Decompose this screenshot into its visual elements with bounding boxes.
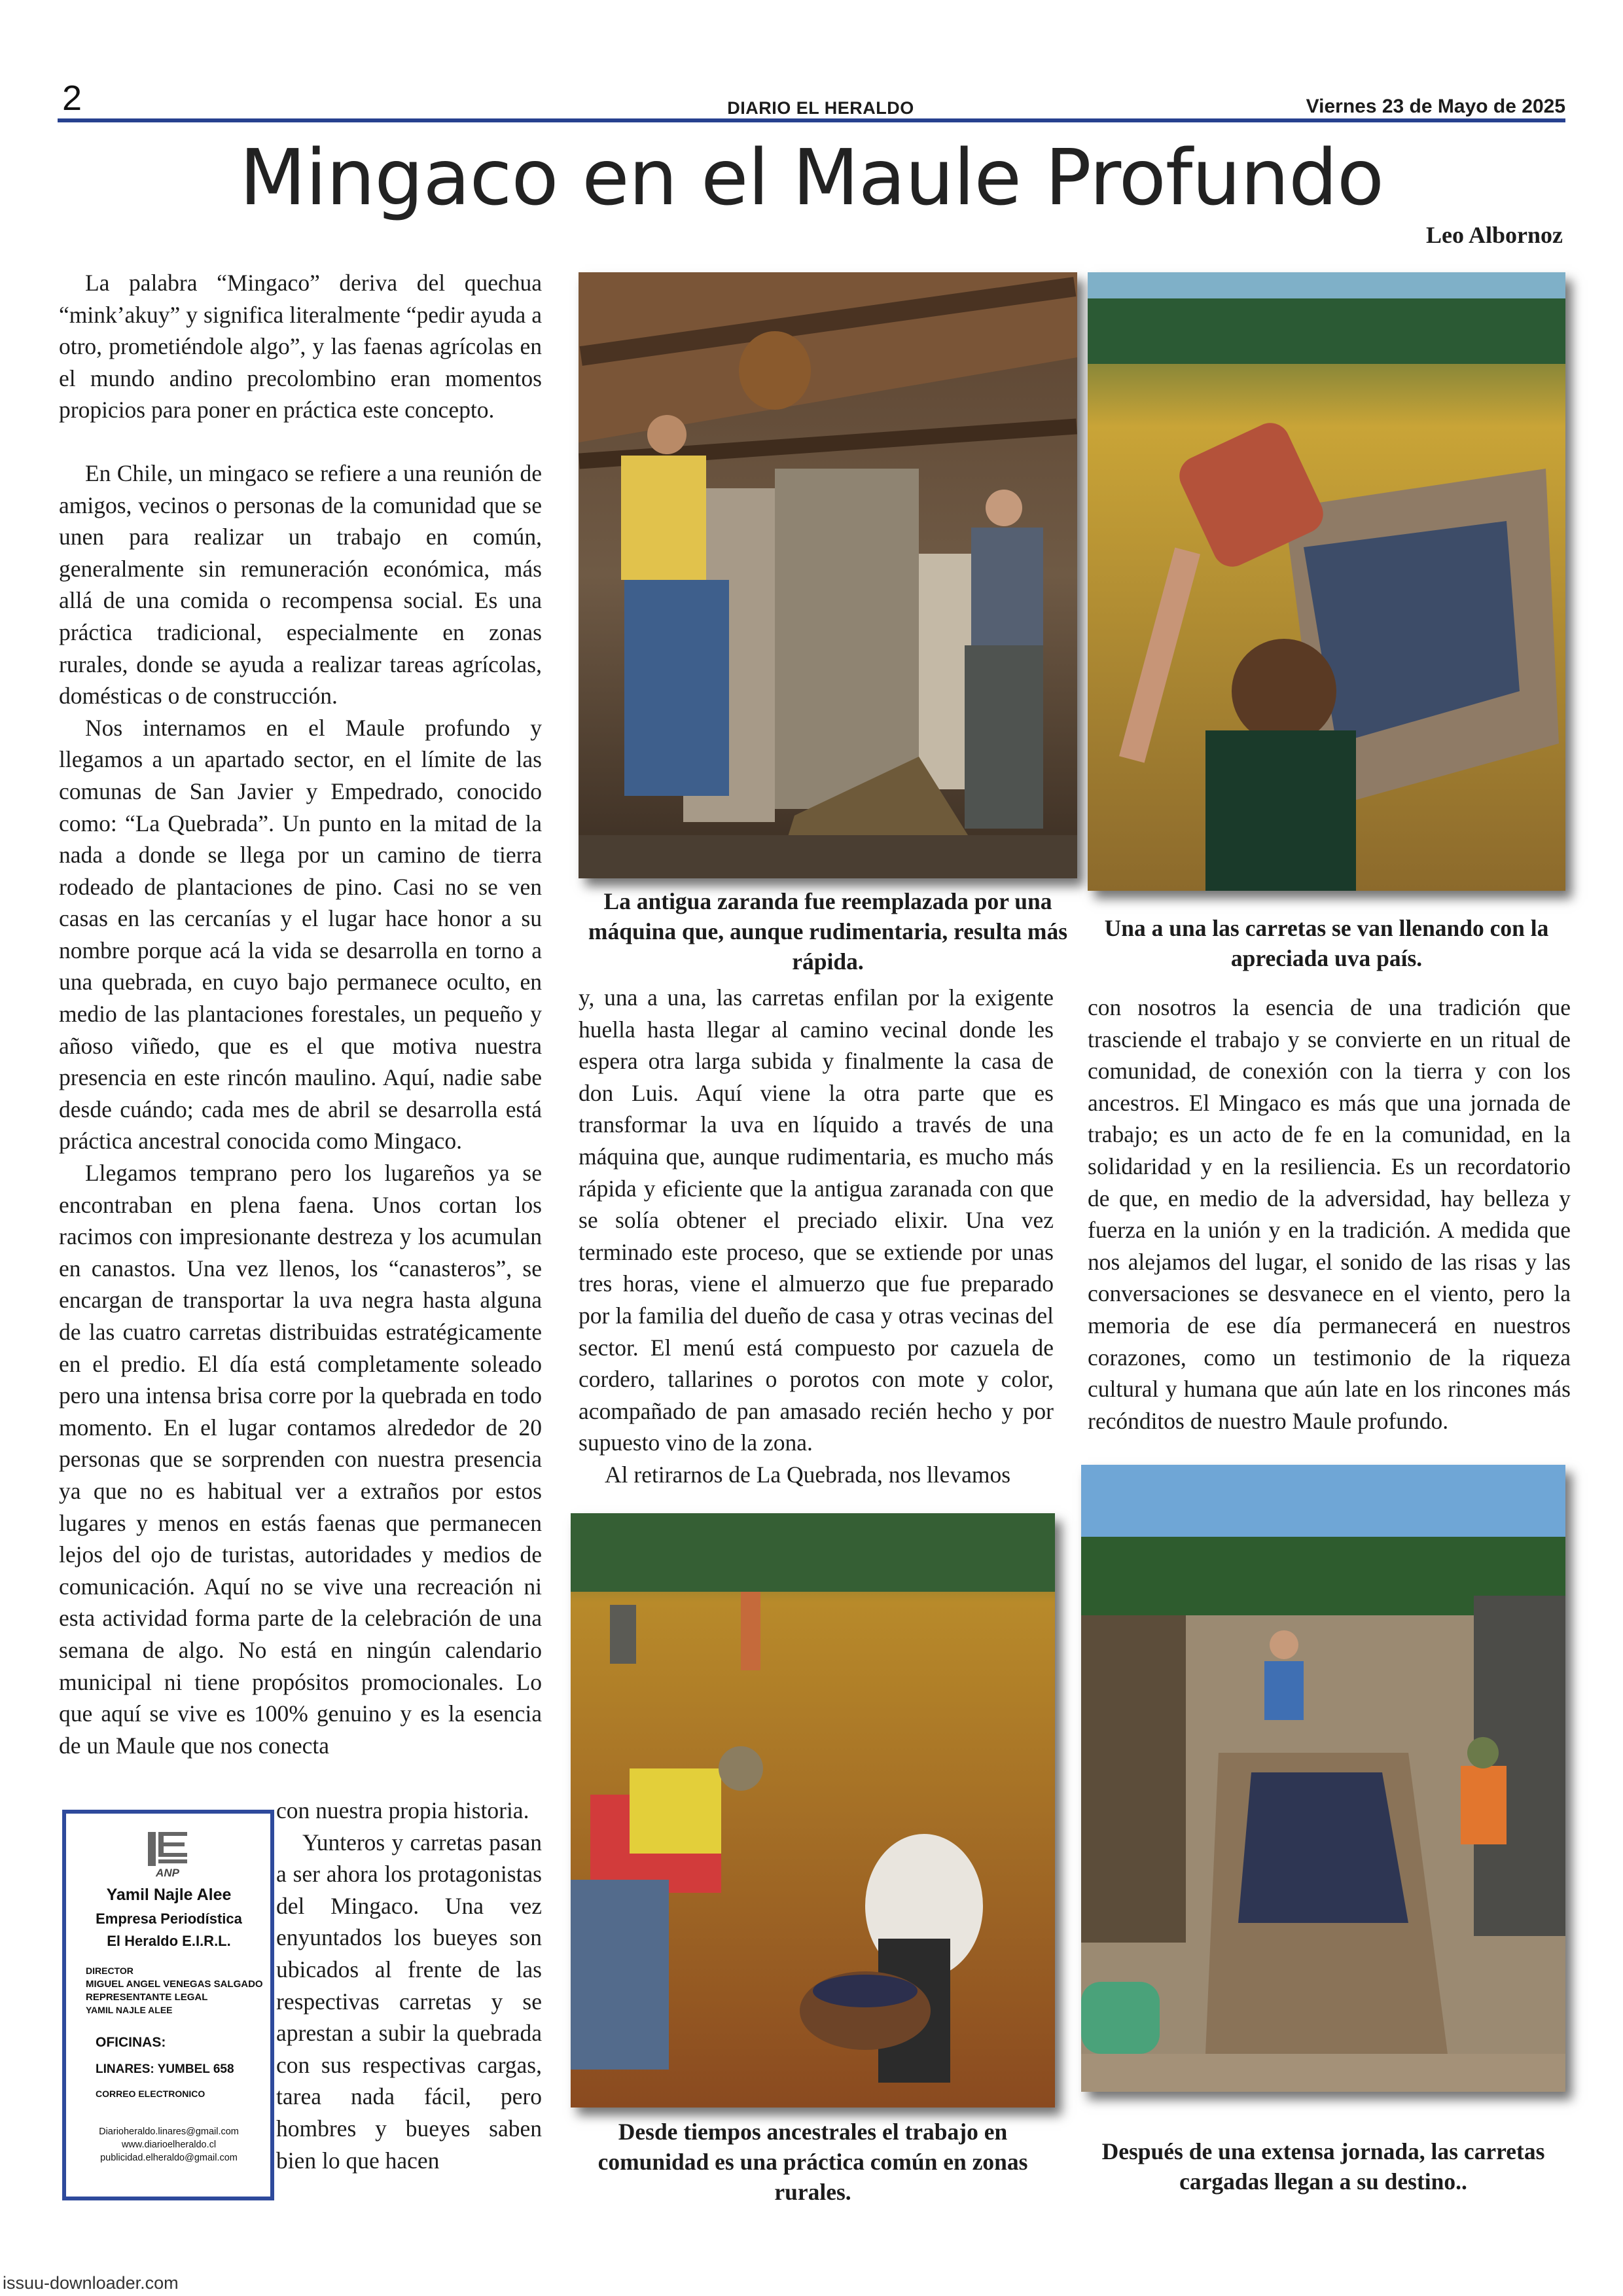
masthead-director-label: DIRECTOR — [86, 1965, 134, 1976]
paragraph: Nos internamos en el Maule profundo y llegamos a un apartado sector, en el límite de las comunas de San Javier y Empedrado, conocido como: “La Quebrada”. Un punto en la mitad de la nada a donde se llega por un camino de tierra rodeado de plantaciones de pino. Casi no se ven casas en las cercanías y el lugar hace honor a su nombre porque acá la vida se desarrolla en torno a una quebrada, en cuyo bajo permanece oculto, en medio de las plantaciones forestales, un pequeño y añoso viñedo, que es el que motiva nuestra presencia en este rincón maulino. Aquí, nadie sabe desde cuándo; cada mes de abril se desarrolla está práctica ancestral conocida como Mingaco. — [59, 714, 542, 1155]
grape-press-shed-photo — [579, 272, 1077, 878]
article-author: Leo Albornoz — [1425, 222, 1563, 248]
masthead-office: LINARES: YUMBEL 658 — [96, 2062, 234, 2076]
article-title: Mingaco en el Maule Profundo — [239, 132, 1384, 223]
anp-logo-icon — [141, 1827, 194, 1879]
masthead-email[interactable]: Diarioheraldo.linares@gmail.com — [99, 2126, 239, 2137]
grape-cart-loading-photo — [1088, 272, 1565, 891]
article-column-2 — [579, 982, 1054, 1491]
article-column-3 — [1088, 992, 1571, 1437]
vineyard-harvest-icon — [571, 1513, 1055, 2108]
masthead-email-label: CORREO ELECTRONICO — [96, 2089, 205, 2099]
paragraph: La palabra “Mingaco” deriva del quechua “mink’akuy” y significa literalmente “pedir ayuda a otro, prometiéndole algo”, y las faenas agrícolas en el mundo andino precolombino eran momentos propicios para poner en práctica este concepto. — [59, 270, 542, 423]
newspaper-name: DIARIO EL HERALDO — [727, 98, 914, 118]
header-rule — [58, 118, 1565, 122]
masthead-rep: YAMIL NAJLE ALEE — [86, 2005, 173, 2015]
photo-caption: Después de una extensa jornada, las carretas cargadas llegan a su destino.. — [1101, 2138, 1545, 2195]
grape-press-shed-icon — [579, 272, 1077, 878]
paragraph: Al retirarnos de La Quebrada, nos llevamos — [605, 1461, 1011, 1488]
article-column-1-continued — [276, 1795, 542, 2176]
masthead-name: Yamil Najle Alee — [106, 1886, 232, 1904]
masthead-website[interactable]: www.diarioelheraldo.cl — [121, 2140, 217, 2150]
masthead-offices-label: OFICINAS: — [96, 2035, 166, 2050]
paragraph: En Chile, un mingaco se refiere a una reunión de amigos, vecinos o personas de la comunidad que se unen para realizar un trabajo en común, generalmente sin remuneración económica, más allá de una comida o recompensa social. Es una práctica tradicional, especialmente en zonas rurales, donde se ayuda a realizar tareas agrícolas, domésticas o de construcción. — [59, 459, 542, 709]
masthead-email-ads[interactable]: publicidad.elheraldo@gmail.com — [100, 2153, 238, 2163]
photo-caption: La antigua zaranda fue reemplazada por una máquina que, aunque rudimentaria, resulta más rápida. — [588, 888, 1068, 975]
grape-cart-loading-icon — [1088, 272, 1565, 891]
masthead-company-legal: El Heraldo E.I.R.L. — [107, 1933, 231, 1949]
loaded-carts-arrival-icon — [1081, 1465, 1565, 2092]
paragraph: con nuestra propia historia. — [276, 1797, 529, 1823]
photo-caption: Una a una las carretas se van llenando con la apreciada uva país. — [1104, 915, 1549, 971]
masthead-company: Empresa Periodística — [96, 1910, 242, 1927]
loaded-carts-arrival-photo — [1081, 1465, 1565, 2092]
page-number: 2 — [62, 79, 82, 118]
anp-logo-text: ANP — [156, 1867, 179, 1879]
paragraph: Llegamos temprano pero los lugareños ya se encontraban en plena faena. Unos cortan los racimos con impresionante destreza y los acumulan en canastos. Una vez llenos, los “canasteros”, se encargan de transportar la uva negra hasta alguna de las cuatro carretas distribuidas estratégicamente en el predio. El día está completamente soleado pero una intensa brisa corre por la quebrada en todo momento. En el lugar contamos alrededor de 20 personas que se sorprenden con nuestra presencia ya que no es habitual ver a extraños por estos lugares y menos en estás faenas que permanecen lejos del ojo de turistas, autoridades y medios de comunicación. Aquí no se vive una recreación ni esta actividad forma parte de la celebración de una semana de algo. No está en ningún calendario municipal ni tiene propósitos promocionales. Lo que aquí se vive es 100% genuino y es la esencia de un Maule que nos conecta — [59, 1160, 542, 1759]
vineyard-harvest-photo — [571, 1513, 1055, 2108]
article-column-1 — [59, 267, 542, 1761]
masthead-rep-label: REPRESENTANTE LEGAL — [86, 1992, 208, 2003]
paragraph: Yunteros y carretas pasan a ser ahora los protagonistas del Mingaco. Una vez enyuntados los bueyes son ubicados al frente de las respectivas carretas y se aprestan a subir la quebrada con sus respectivas cargas, tarea nada fácil, pero hombres y bueyes saben bien lo que hacen — [276, 1829, 542, 2174]
paragraph: y, una a una, las carretas enfilan por la exigente huella hasta llegar al camino vecinal donde les espera otra larga subida y finalmente la casa de don Luis. Aquí viene la otra parte que es transformar la uva en líquido a través de una máquina que, aunque rudimentaria, es mucho más rápida y eficiente que la antigua zaranada con que se solía obtener el preciado elixir. Una vez terminado este proceso, que se extiende por unas tres horas, viene el almuerzo que fue preparado por la familia del dueño de casa y otras vecinas del sector. El menú está compuesto por cazuela de cordero, tallarines o porotos con mote y color, acompañado de pan amasado recién hecho y por supuesto vino de la zona. — [579, 984, 1054, 1456]
paragraph: con nosotros la esencia de una tradición que trasciende el trabajo y se convierte en un ritual de comunidad, de conexión con la tierra y con los ancestros. El Mingaco es más que una jornada de trabajo; es un acto de fe en la comunidad, en la solidaridad y en la resiliencia. Es un recordatorio de que, en medio de la adversidad, hay belleza y fuerza en la unión y en la tradición. A medida que nos alejamos del lugar, el sonido de las risas y las conversaciones se desvanece en el viento, pero la memoria de ese día permanecerá en nuestros corazones, como un testimonio de la riqueza cultural y humana que aún late en los rincones más recónditos de nuestro Maule profundo. — [1088, 994, 1571, 1434]
photo-caption: Desde tiempos ancestrales el trabajo en comunidad es una práctica común en zonas rurales. — [597, 2119, 1028, 2205]
watermark: issuu-downloader.com — [3, 2273, 179, 2293]
masthead-box — [62, 1810, 274, 2200]
masthead-director: MIGUEL ANGEL VENEGAS SALGADO — [86, 1979, 263, 1990]
issue-date: Viernes 23 de Mayo de 2025 — [1306, 96, 1565, 117]
